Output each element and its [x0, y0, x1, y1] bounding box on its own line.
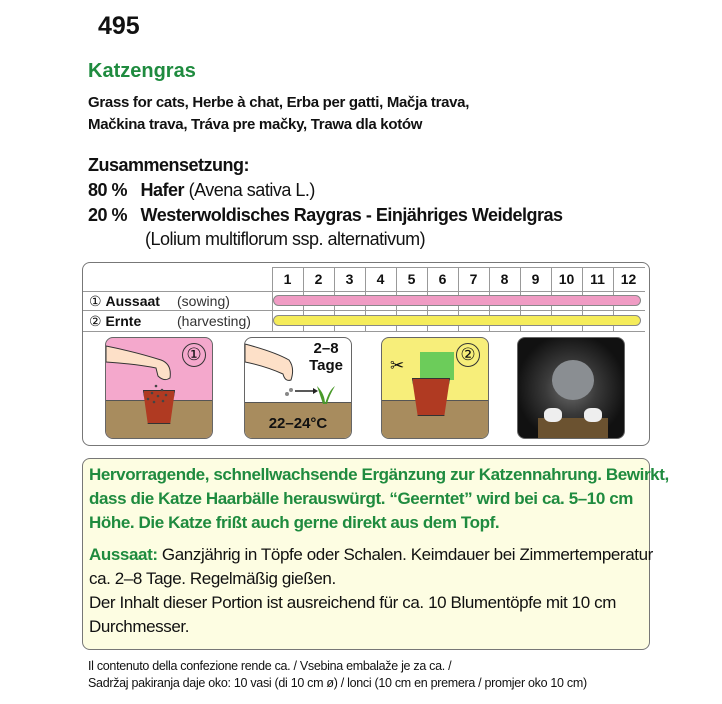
kitten-head [552, 360, 594, 400]
product-title: Katzengras [88, 60, 196, 82]
divider [272, 267, 645, 268]
row-translation: (sowing) [177, 293, 230, 309]
description-line: ca. 2–8 Tage. Regelmäßig gießen. [89, 569, 336, 588]
footer-line: Sadržaj pakiranja daje oko: 10 vasi (di 10 cm ø) / lonci (10 cm en premera / promjer oko 10 cm) [88, 676, 587, 690]
month-label: 7 [469, 271, 478, 287]
month-label: 1 [283, 271, 292, 287]
kitten-photo [517, 337, 625, 439]
composition-percent: 20 % [88, 205, 128, 225]
germination-period [309, 340, 343, 374]
pot-icon [412, 378, 450, 416]
composition-name: Hafer [140, 180, 185, 200]
footer-line: Il contenuto della confezione rende ca. / Vsebina embalaže je za ca. / [88, 659, 452, 673]
row-label: Ernte [105, 313, 142, 329]
highlight-line: dass die Katze Haarbälle herauswürgt. “Geerntet” wird bei ca. 5–10 cm [89, 489, 634, 508]
sowing-label: Aussaat: [89, 545, 158, 564]
sowing-instructions [89, 543, 653, 639]
month-label: 9 [531, 271, 540, 287]
divider [83, 331, 645, 332]
composition-item [88, 205, 563, 226]
scissors-icon: ✂ [390, 356, 405, 375]
month-label: 11 [590, 271, 605, 287]
month-label: 6 [438, 271, 447, 287]
month-label: 8 [500, 271, 509, 287]
description-line: Durchmesser. [89, 617, 190, 636]
sowing-text: Ganzjährig in Töpfe oder Schalen. Keimdauer bei Zimmertemperatur [157, 545, 653, 564]
translations-line-2: Mačkina trava, Tráva pre mačky, Trawa dla kotów [88, 116, 423, 133]
divider [83, 310, 645, 311]
sowing-pictogram [105, 337, 213, 439]
composition-item [88, 180, 315, 201]
row-marker: ① [89, 293, 102, 309]
month-label: 12 [620, 271, 637, 287]
composition-latin: (Avena sativa L.) [188, 180, 315, 200]
sowing-calendar [82, 262, 650, 446]
sowing-period-bar [273, 295, 641, 306]
highlight-text [89, 463, 669, 535]
germination-pictogram [244, 337, 352, 439]
composition-percent: 80 % [88, 180, 128, 200]
harvest-period-bar [273, 315, 641, 326]
divider [83, 291, 645, 292]
row-label: Aussaat [105, 293, 160, 309]
row-sowing-label [89, 293, 160, 310]
composition-name: Westerwoldisches Raygras - Einjähriges Weidelgras [140, 205, 563, 225]
grass-icon [420, 352, 454, 380]
month-label: 3 [345, 271, 354, 287]
month-label: 10 [558, 271, 575, 287]
translations-line-1: Grass for cats, Herbe à chat, Erba per gatti, Mačja trava, [88, 94, 470, 111]
month-label: 5 [407, 271, 416, 287]
composition-latin: (Lolium multiflorum ssp. alternativum) [145, 229, 426, 249]
temperature-label: 22–24°C [268, 415, 328, 432]
product-number: 495 [98, 12, 140, 40]
germination-unit: Tage [309, 357, 343, 374]
row-harvest-label [89, 313, 141, 330]
harvest-pictogram [381, 337, 489, 439]
month-label: 4 [376, 271, 385, 287]
kitten-paw [584, 408, 602, 422]
description-box [82, 458, 669, 650]
germination-days: 2–8 [313, 340, 339, 357]
highlight-line: Hervorragende, schnellwachsende Ergänzung zur Katzennahrung. Bewirkt, [89, 465, 669, 484]
step-marker: ② [456, 343, 480, 367]
row-translation: (harvesting) [177, 313, 251, 329]
hand-sowing-icon [106, 338, 213, 408]
composition-heading: Zusammensetzung: [88, 155, 250, 175]
kitten-paw [544, 408, 562, 422]
description-line: Der Inhalt dieser Portion ist ausreichend für ca. 10 Blumentöpfe mit 10 cm [89, 593, 616, 612]
row-marker: ② [89, 313, 102, 329]
highlight-line: Höhe. Die Katze frißt auch gerne direkt aus dem Topf. [89, 513, 500, 532]
month-label: 2 [314, 271, 323, 287]
step-marker: ① [182, 343, 206, 367]
